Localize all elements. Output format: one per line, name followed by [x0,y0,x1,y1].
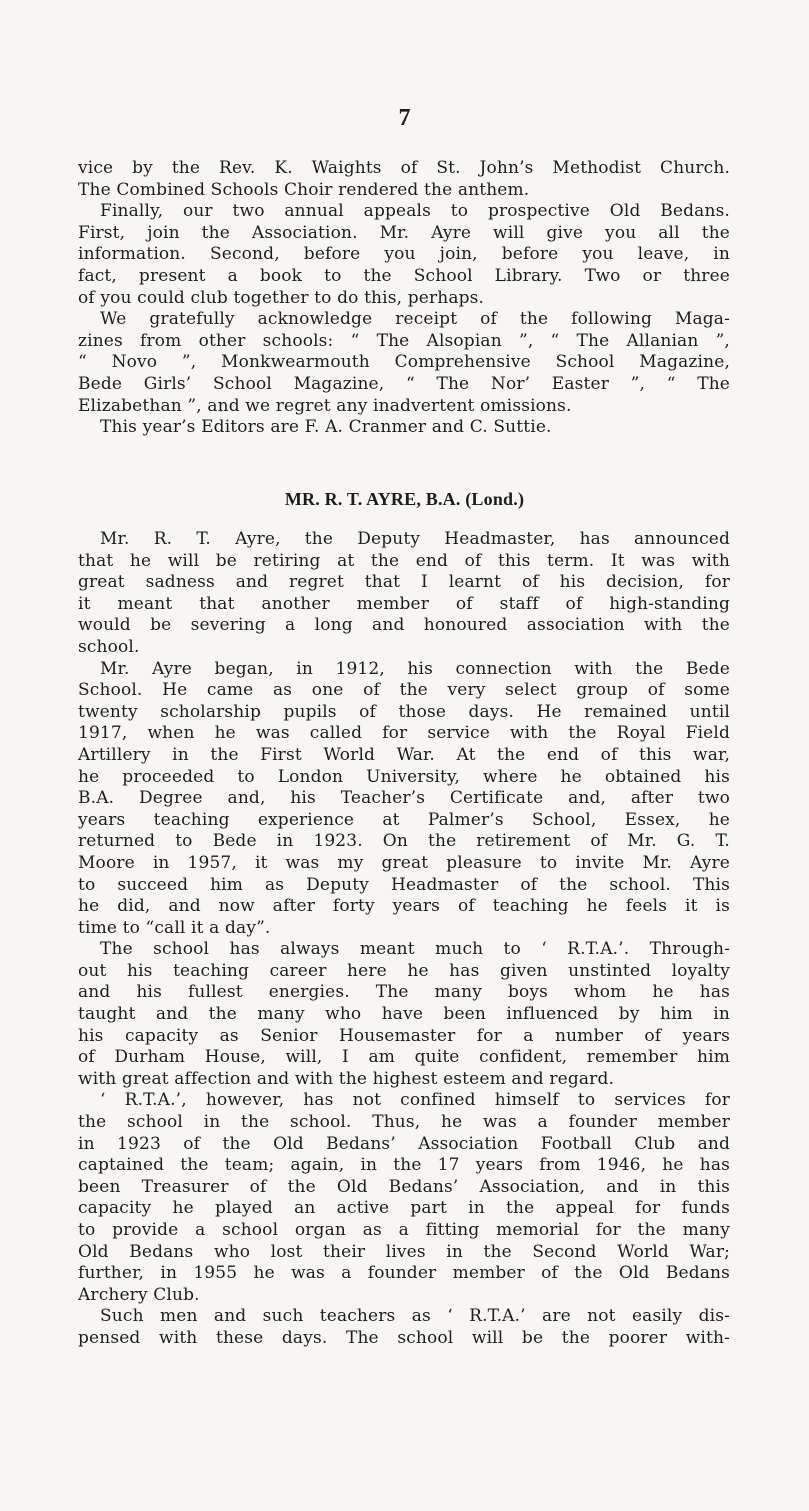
text-line: to provide a school organ as a fitting memorial for the many [78,1220,730,1240]
text-line: 1917, when he was called for service with the Royal Field [78,723,730,744]
text-line: Old Bedans who lost their lives in the Second World War; [78,1241,730,1262]
text-line: returned to Bede in 1923. On the retirement of Mr. G. T. [78,831,730,852]
text-line: of you could club together to do this, perhaps. [78,287,485,308]
text-line: great sadness and regret that I learnt of his decision, for [78,572,730,593]
text-line: of Durham House, will, I am quite confident, remember him [78,1047,730,1068]
text-line: Archery Club. [78,1284,200,1305]
text-line: pensed with these days. The school will be the poorer with- [78,1327,730,1348]
text-line: Mr. Ayre began, in 1912, his connection with the Bede [100,658,730,679]
text-line: capacity he played an active part in the appeal for funds [78,1198,730,1219]
page-number: 7 [398,105,411,131]
text-line: further, in 1955 he was a founder member of the Old Bedans [78,1263,730,1284]
text-line: to succeed him as Deputy Headmaster of the school. This [78,874,730,895]
text-line: with great affection and with the highest esteem and regard. [78,1068,615,1089]
text-line: B.A. Degree and, his Teacher’s Certificate and, after two [78,788,730,809]
text-line: The school has always meant much to ‘ R.T.A.’. Through- [100,939,730,960]
text-line: his capacity as Senior Housemaster for a number of years [78,1025,730,1046]
text-line: First, join the Association. Mr. Ayre will give you all the [78,222,730,243]
text-line: he proceeded to London University, where he obtained his [78,766,730,787]
article-body-text [78,529,730,1350]
text-line: years teaching experience at Palmer’s School, Essex, he [78,809,730,830]
text-line: information. Second, before you join, before you leave, in [78,244,730,265]
text-line: twenty scholarship pupils of those days. He remained until [78,701,730,722]
text-line: time to “call it a day”. [78,917,271,938]
text-line: vice by the Rev. K. Waights of St. John’s Methodist Church. [78,158,730,178]
text-line: he did, and now after forty years of teaching he feels it is [78,896,730,917]
text-line: “ Novo ”, Monkwearmouth Comprehensive School Magazine, [78,352,730,373]
text-line: Artillery in the First World War. At the end of this war, [78,744,730,765]
text-line: fact, present a book to the School Library. Two or three [78,265,730,286]
text-line: Bede Girls’ School Magazine, “ The Nor’ Easter ”, “ The [78,373,730,394]
text-line: captained the team; again, in the 17 years from 1946, he has [78,1155,730,1176]
text-line: Elizabethan ”, and we regret any inadvertent omissions. [78,395,572,416]
article-heading: MR. R. T. AYRE, B.A. (Lond.) [284,489,525,509]
text-line: would be severing a long and honoured association with the [78,615,730,636]
text-line: We gratefully acknowledge receipt of the following Maga- [100,309,730,330]
text-line: Finally, our two annual appeals to prospective Old Bedans. [100,201,730,222]
text-line: that he will be retiring at the end of this term. It was with [78,550,730,571]
text-line: and his fullest energies. The many boys whom he has [78,982,730,1003]
text-line: been Treasurer of the Old Bedans’ Association, and in this [78,1176,730,1197]
text-line: the school in the school. Thus, he was a founder member [78,1112,730,1133]
text-line: zines from other schools: “ The Alsopian ”, “ The Allanian ”, [78,330,730,351]
text-line: This year’s Editors are F. A. Cranmer and C. Suttie. [100,417,552,438]
text-line: The Combined Schools Choir rendered the anthem. [78,179,530,200]
text-line: Moore in 1957, it was my great pleasure to invite Mr. Ayre [78,852,730,873]
text-line: it meant that another member of staff of high-standing [78,593,730,614]
text-line: out his teaching career here he has given unstinted loyalty [78,960,730,981]
text-line: ‘ R.T.A.’, however, has not confined himself to services for [100,1090,730,1111]
text-line: Such men and such teachers as ‘ R.T.A.’ are not easily dis- [100,1306,730,1327]
text-line: taught and the many who have been influenced by him in [78,1004,730,1025]
editorial-notes-text [78,158,730,439]
text-line: school. [78,636,140,657]
text-line: School. He came as one of the very select group of some [78,680,730,701]
text-line: in 1923 of the Old Bedans’ Association Football Club and [78,1133,730,1154]
text-line: Mr. R. T. Ayre, the Deputy Headmaster, has announced [100,529,730,549]
